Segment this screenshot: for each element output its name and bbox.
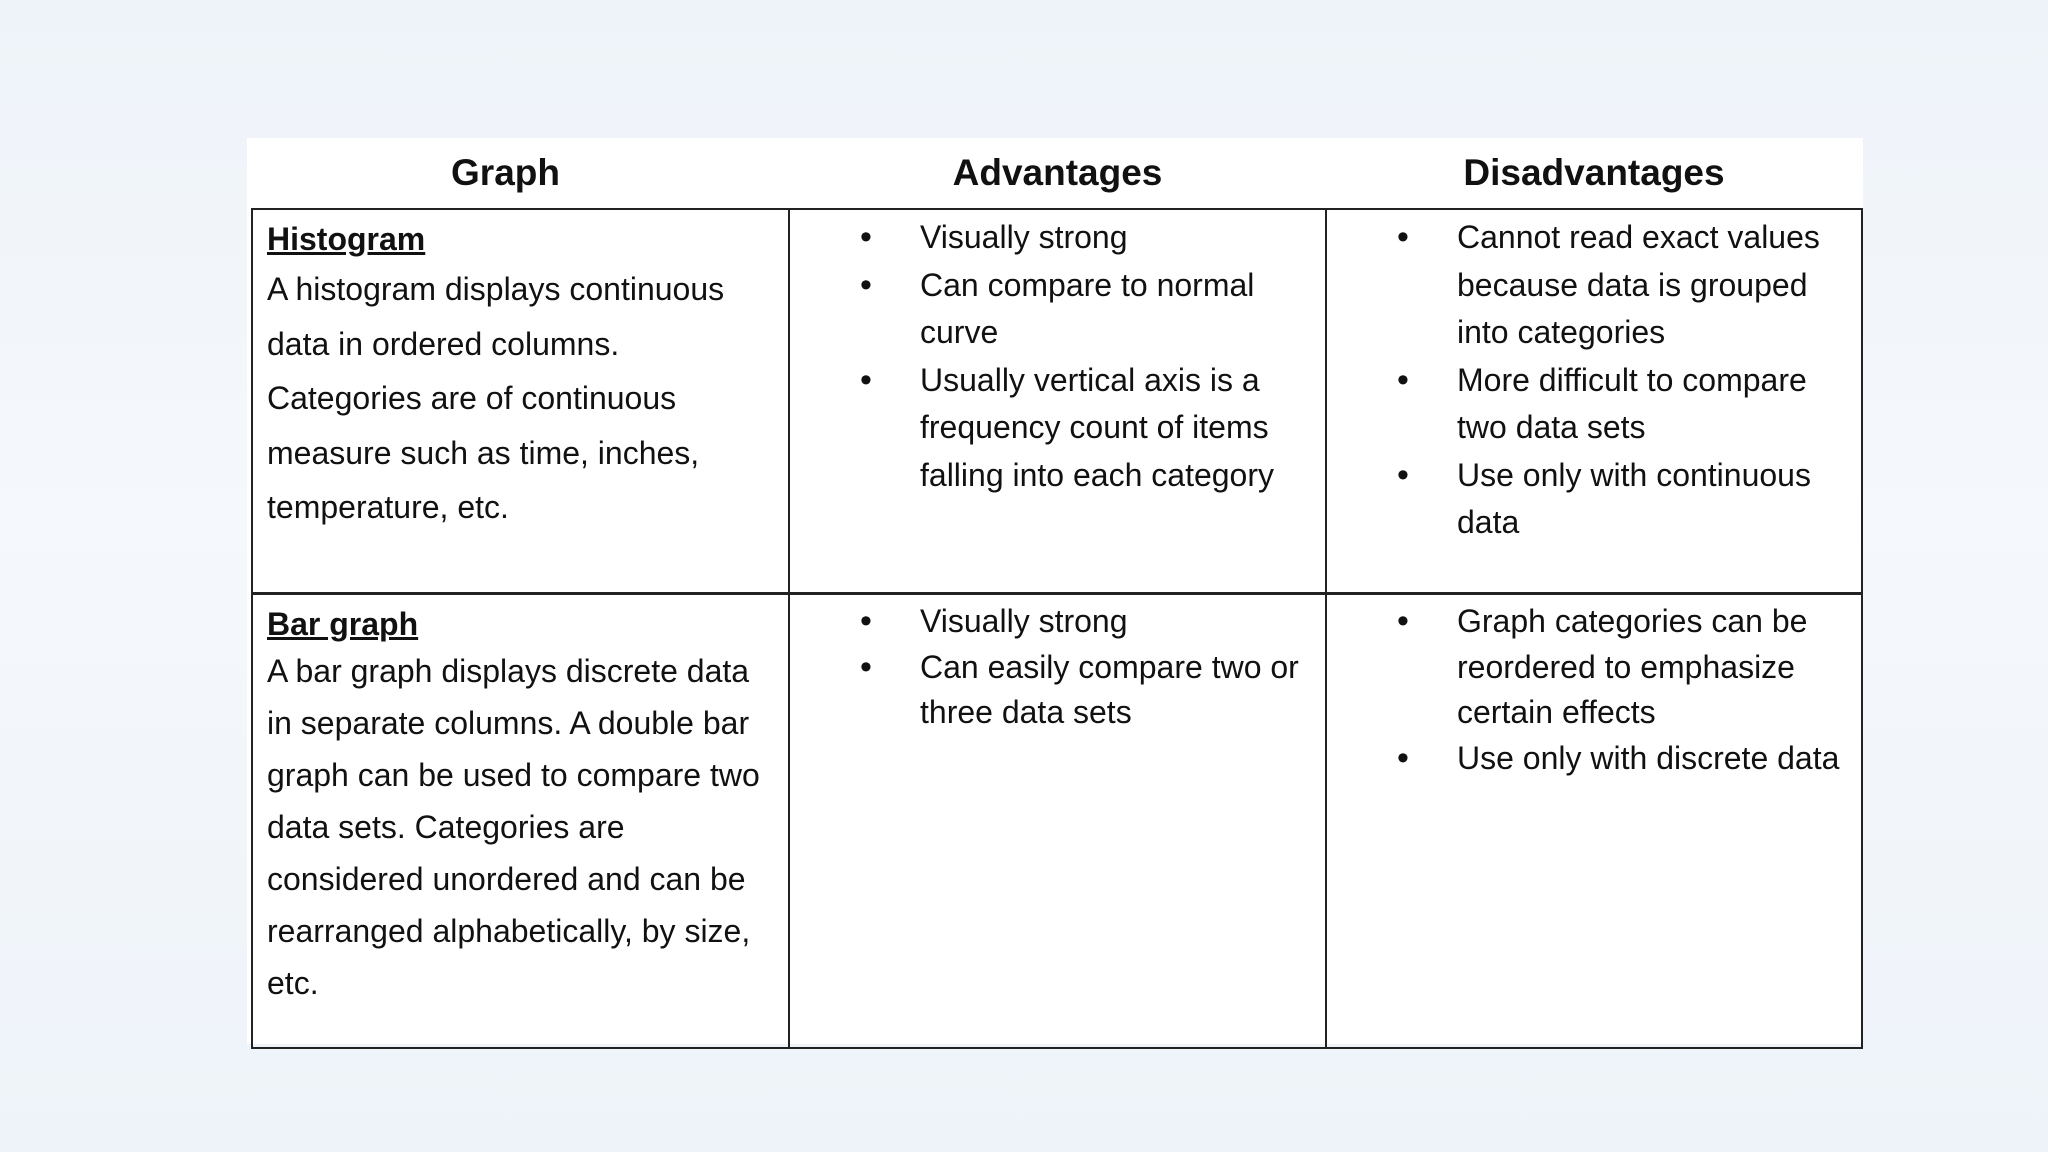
graph-cell: [252, 209, 789, 594]
bullet-icon: •: [860, 360, 872, 399]
header-disadvantages: Disadvantages: [1326, 138, 1862, 209]
bullet-icon: •: [1397, 738, 1409, 777]
list-item: • More difficult to compare two data sets: [1327, 357, 1851, 452]
list-item: • Graph categories can be reordered to emphasize certain effects: [1327, 599, 1851, 736]
advantages-list: [790, 210, 1325, 499]
list-item: • Usually vertical axis is a frequency count of items falling into each category: [790, 357, 1315, 500]
header-graph: Graph: [252, 138, 789, 209]
graph-name: Histogram: [267, 221, 426, 257]
list-item: • Cannot read exact values because data is grouped into categories: [1327, 214, 1851, 357]
bullet-icon: •: [1397, 602, 1409, 640]
advantages-list: [790, 595, 1325, 736]
bullet-icon: •: [860, 602, 872, 640]
graph-name: Bar graph: [267, 606, 419, 642]
advantages-cell: [789, 209, 1326, 594]
list-item: • Use only with discrete data: [1327, 736, 1851, 782]
bullet-icon: •: [1397, 218, 1409, 256]
table-header-row: [252, 138, 1862, 209]
graph-description: A histogram displays continuous data in ordered columns. Categories are of continuous measure such as time, inches, temperature, etc.: [267, 271, 725, 525]
graph-comparison-table: [251, 138, 1863, 1049]
bullet-icon: •: [860, 218, 872, 256]
disadvantages-cell: [1326, 594, 1862, 1049]
list-item: • Use only with continuous data: [1327, 452, 1851, 547]
list-item: • Visually strong: [790, 599, 1315, 645]
bullet-icon: •: [1397, 360, 1409, 399]
disadvantages-list: [1327, 595, 1861, 781]
graph-cell: [252, 594, 789, 1049]
bullet-icon: •: [860, 647, 872, 686]
graph-description: A bar graph displays discrete data in separate columns. A double bar graph can be used to compare two data sets. Categories are considered unordered and can be rearranged alphabetically, by size, etc.: [267, 653, 760, 1001]
list-item: • Can easily compare two or three data sets: [790, 645, 1315, 736]
header-advantages: Advantages: [789, 138, 1326, 209]
table-row-bar-graph: [252, 594, 1862, 1049]
bullet-icon: •: [860, 265, 872, 304]
table-row-histogram: [252, 209, 1862, 594]
disadvantages-list: [1327, 210, 1861, 547]
list-item: • Visually strong: [790, 214, 1315, 262]
advantages-cell: [789, 594, 1326, 1049]
bullet-icon: •: [1397, 455, 1409, 494]
list-item: • Can compare to normal curve: [790, 262, 1315, 357]
disadvantages-cell: [1326, 209, 1862, 594]
